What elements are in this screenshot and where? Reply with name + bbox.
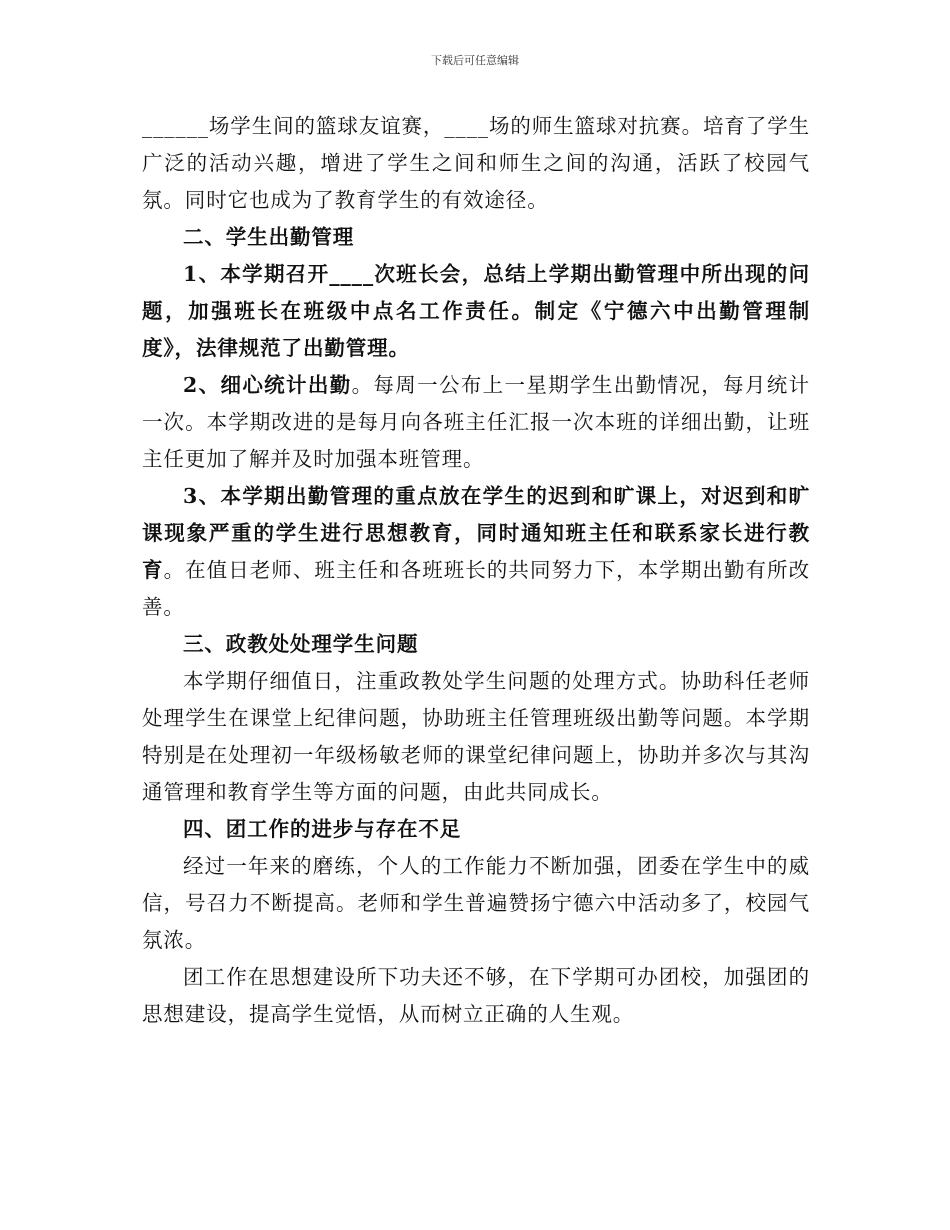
- document-body: [142, 108, 810, 1033]
- paragraph-student-issues: 本学期仔细值日，注重政教处学生问题的处理方式。协助科任老师处理学生在课堂上纪律问题，协助班主任管理班级出勤等问题。本学期特别是在处理初一年级杨敏老师的课堂纪律问题上，协助并多次与其沟通管理和教育学生等方面的问题，由此共同成长。: [142, 669, 810, 804]
- paragraph-attendance-1: 1、本学期召开____次班长会，总结上学期出勤管理中所出现的问题，加强班长在班级中点名工作责任。制定《宁德六中出勤管理制度》，法律规范了出勤管理。: [142, 262, 810, 360]
- paragraph-attendance-3-lead: 3、本学期出勤管理的重点放在学生的迟到和旷课上，对迟到和旷课现象严重的学生进行思想教育，同时通知班主任和联系家长进行教育: [142, 484, 810, 582]
- heading-student-issues: 三、政教处处理学生问题: [183, 632, 419, 656]
- paragraph-attendance-3: [142, 478, 810, 626]
- heading-attendance: 二、学生出勤管理: [183, 225, 355, 249]
- paragraph-basketball: ______场学生间的篮球友谊赛，____场的师生篮球对抗赛。培育了学生广泛的活动兴趣，增进了学生之间和师生之间的沟通，活跃了校园气氛。同时它也成为了教育学生的有效途径。: [142, 114, 810, 212]
- heading-league-work: 四、团工作的进步与存在不足: [183, 817, 462, 841]
- paragraph-league-shortcomings: 团工作在思想建设所下功夫还不够，在下学期可办团校，加强团的思想建设，提高学生觉悟，从而树立正确的人生观。: [142, 965, 810, 1026]
- page-header: 下载后可任意编辑: [431, 54, 519, 67]
- paragraph-attendance-2-text: 。每周一公布上一星期学生出勤情况，每月统计一次。本学期改进的是每月向各班主任汇报一次本班的详细出勤，让班主任更加了解并及时加强本班管理。: [142, 373, 810, 471]
- paragraph-attendance-2-lead: 2、细心统计出勤: [183, 373, 352, 397]
- paragraph-attendance-3-text: 。在值日老师、班主任和各班班长的共同努力下，本学期出勤有所改善。: [142, 558, 811, 619]
- paragraph-league-progress: 经过一年来的磨练，个人的工作能力不断加强，团委在学生中的威信，号召力不断提高。老师和学生普遍赞扬宁德六中活动多了，校园气氛浓。: [142, 854, 810, 952]
- paragraph-attendance-2: [142, 367, 810, 478]
